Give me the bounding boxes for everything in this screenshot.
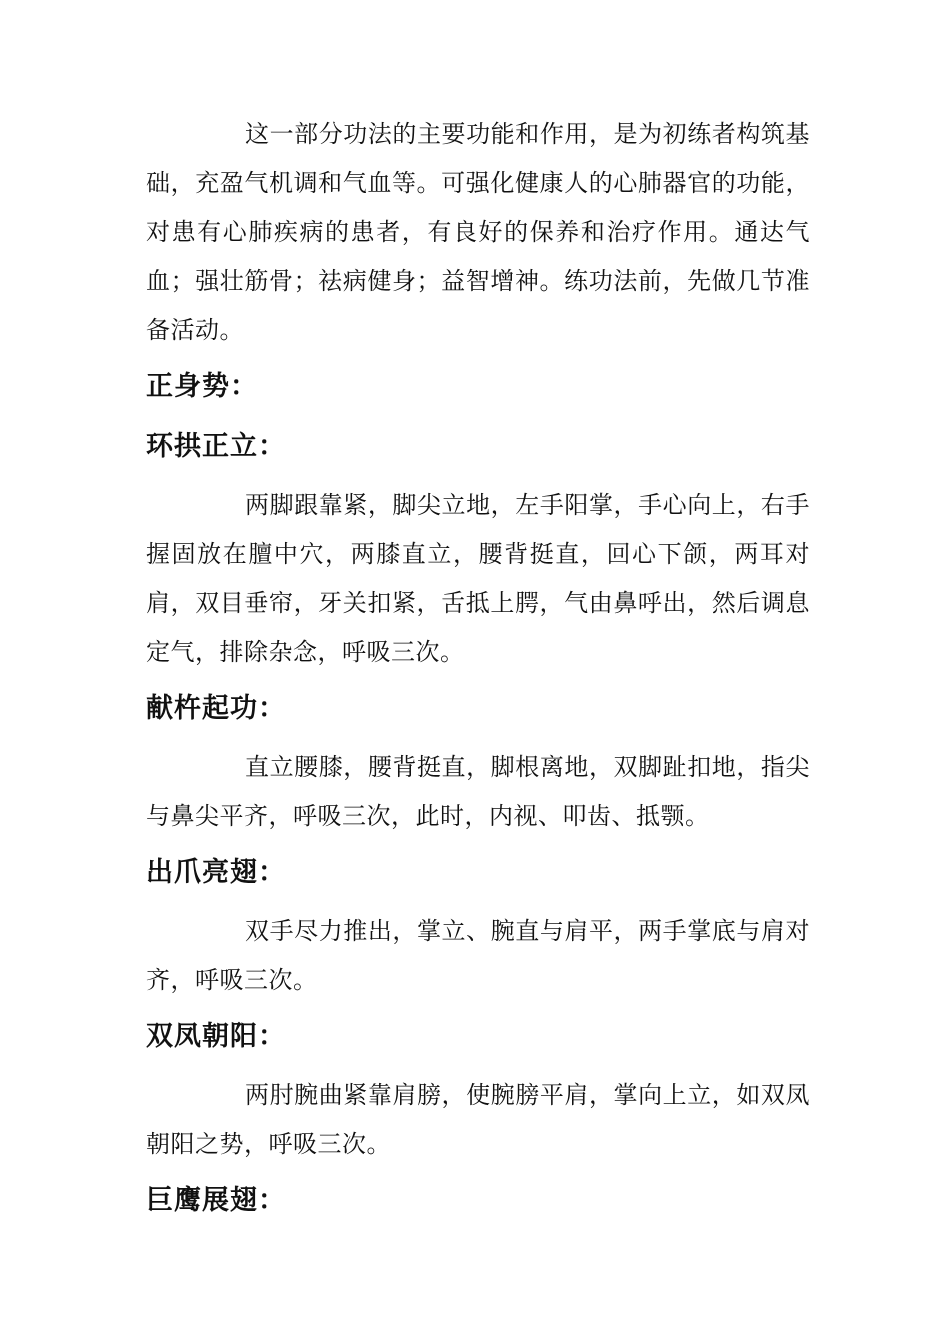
paragraph-chuzhao-liangchi: 双手尽力推出，掌立、腕直与肩平，两手掌底与肩对齐，呼吸三次。 (146, 917, 810, 994)
heading-chuzhao-liangchi: 出爪亮翅： (146, 857, 286, 888)
document-page (146, 110, 810, 1221)
paragraph-xianchu-qigong: 直立腰膝，腰背挺直，脚根离地，双脚趾扣地，指尖与鼻尖平齐，呼吸三次，此时，内视、叩齿、抵颚。 (146, 753, 810, 830)
intro-paragraph: 这一部分功法的主要功能和作用，是为初练者构筑基础，充盈气机调和气血等。可强化健康人的心肺器官的功能，对患有心肺疾病的患者，有良好的保养和治疗作用。通达气血；强壮筋骨；祛病健身；益智增神。练功法前，先做几节准备活动。 (146, 120, 810, 344)
paragraph-huangong-zhengli: 两脚跟靠紧，脚尖立地，左手阳掌，手心向上，右手握固放在膻中穴，两膝直立，腰背挺直，回心下颌，两耳对肩，双目垂帘，牙关扣紧，舌抵上腭，气由鼻呼出，然后调息定气，排除杂念，呼吸三次。 (146, 491, 810, 666)
heading-huangong-zhengli: 环拱正立： (146, 431, 286, 462)
heading-juying-zhanchi: 巨鹰展翅： (146, 1185, 286, 1216)
paragraph-shuangfeng-chaoyang: 两肘腕曲紧靠肩膀，使腕膀平肩，掌向上立，如双凤朝阳之势，呼吸三次。 (146, 1081, 810, 1158)
heading-xianchu-qigong: 献杵起功： (146, 693, 286, 724)
heading-shuangfeng-chaoyang: 双凤朝阳： (146, 1021, 286, 1052)
heading-zhengshen-shi: 正身势： (146, 371, 258, 402)
